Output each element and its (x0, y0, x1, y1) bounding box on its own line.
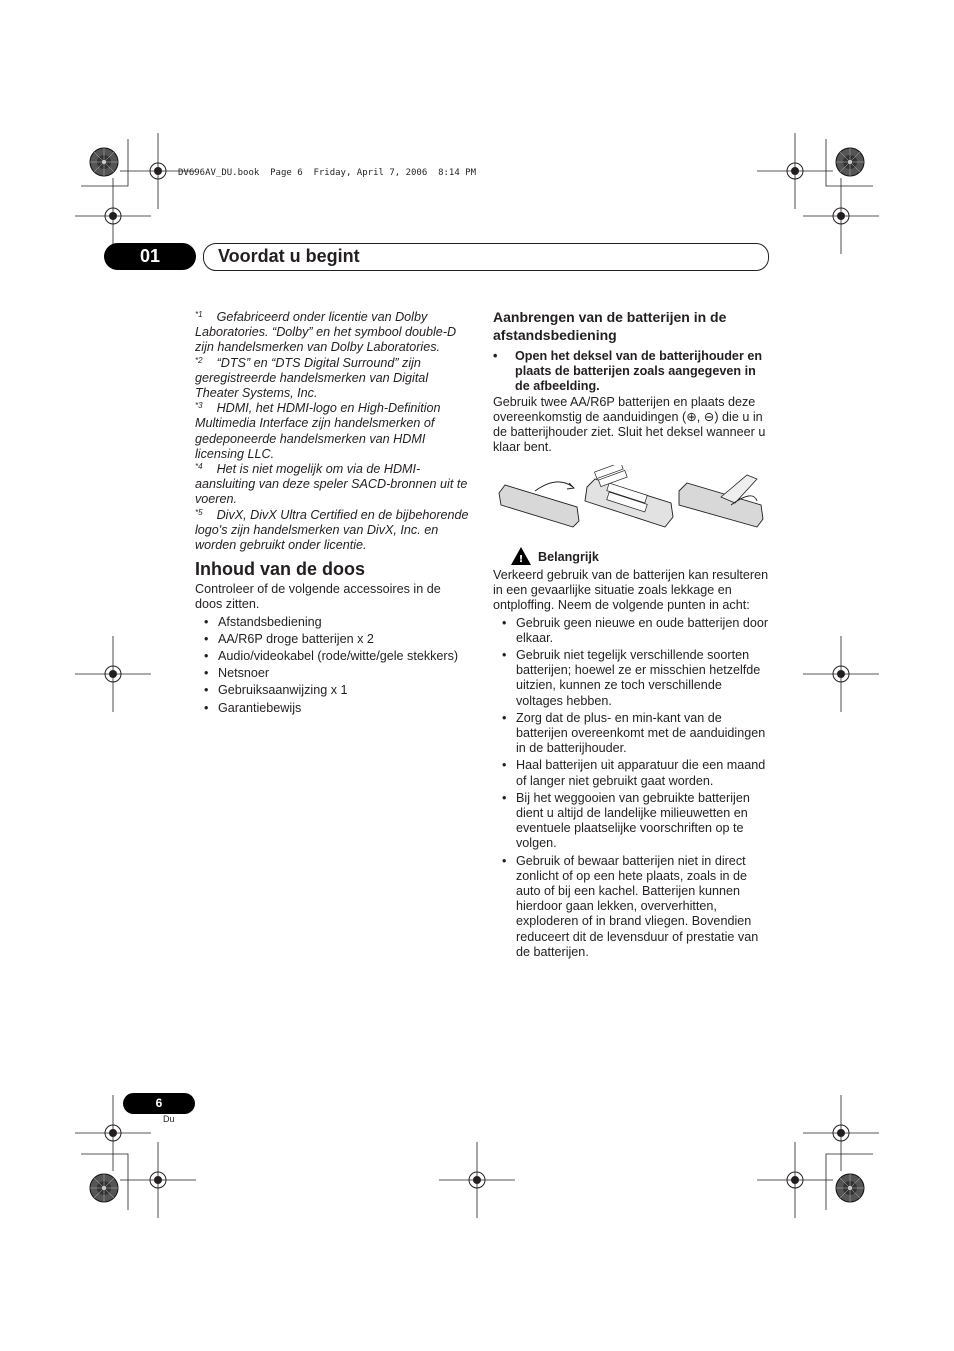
footnote (195, 508, 470, 554)
footnote-text: “DTS” en “DTS Digital Surround” zijn geregistreerde handelsmerken van Digital Theater Systems, Inc. (195, 355, 429, 401)
list-item: • Haal batterijen uit apparatuur die een maand of langer niet gebruikt gaat worden. (493, 758, 771, 788)
remote-cover-closing-icon (679, 475, 763, 527)
box-contents-intro: Controleer of de volgende accessoires in de doos zitten. (195, 582, 441, 612)
page-number-badge: 6 (123, 1093, 195, 1114)
list-item: • Zorg dat de plus- en min-kant van de batterijen overeenkomt met de aanduidingen in de batterijhouder. (493, 711, 771, 757)
battery-step-body: Gebruik twee AA/R6P batterijen en plaats deze overeenkomstig de aanduidingen (⊕, ⊖) die u in de batterijhouder ziet. Sluit het deksel wanneer u klaar bent. (493, 394, 766, 455)
chapter-number-badge: 01 (104, 243, 196, 270)
list-item: • Bij het weggooien van gebruikte batterijen dient u altijd de landelijke milieuwetten en eventuele plaatselijke voorschriften op te volgen. (493, 791, 771, 852)
footnote (195, 310, 470, 356)
battery-heading: Aanbrengen van de batterijen in de afstandsbediening (493, 309, 727, 343)
right-column (493, 308, 769, 455)
warning-icon (510, 546, 532, 566)
svg-text:!: ! (518, 554, 524, 565)
important-section (493, 546, 771, 962)
list-item: • Netsnoer (195, 666, 470, 681)
footnote-mark: *1 (195, 310, 203, 319)
important-intro: Verkeerd gebruik van de batterijen kan resulteren in een gevaarlijke situatie zoals lekkage en ontploffing. Neem de volgende punten in acht: (493, 568, 769, 613)
important-header (493, 546, 771, 566)
box-contents-list (195, 615, 470, 716)
list-item: • Gebruik of bewaar batterijen niet in direct zonlicht of op een hete plaats, zoals in de auto of bij een kachel. Batterijen kunnen hierdoor gaan lekken, oververhitten, exploderen of in brand vliegen. Bovendien reduceert dit de levensduur of prestatie van de batterijen. (493, 854, 771, 960)
important-label: Belangrijk (538, 550, 599, 564)
footnote-mark: *5 (195, 507, 203, 517)
footnote-text: Het is niet mogelijk om via de HDMI-aansluiting van deze speler SACD-bronnen uit te voeren. (195, 462, 468, 507)
footnote-mark: *4 (195, 462, 203, 472)
remote-battery-insert-icon (585, 465, 673, 527)
chapter-title: Voordat u begint (218, 246, 360, 266)
footnote (195, 401, 470, 462)
box-contents-heading: Inhoud van de doos (195, 559, 365, 580)
list-item: • Gebruiksaanwijzing x 1 (195, 683, 470, 698)
remote-closed-icon (499, 482, 579, 527)
battery-illustration (495, 465, 767, 535)
list-item: • Gebruik geen nieuwe en oude batterijen door elkaar. (493, 616, 771, 646)
footnotes (195, 310, 470, 553)
footnote-text: Gefabriceerd onder licentie van Dolby Laboratories. “Dolby” en het symbool double-D zijn handelsmerken van Dolby Laboratories. (195, 310, 457, 355)
page-language: Du (163, 1114, 175, 1124)
battery-step: • Open het deksel van de batterijhouder en plaats de batterijen zoals aangegeven in de afbeelding. (493, 349, 769, 395)
important-list (493, 616, 771, 960)
list-item: • Gebruik niet tegelijk verschillende soorten batterijen; hoewel ze er misschien hetzelfde uitzien, kunnen ze toch verschillende voltages hebben. (493, 648, 771, 709)
left-column (195, 310, 470, 718)
print-info-line: DV696AV_DU.book Page 6 Friday, April 7, 2006 8:14 PM (178, 168, 477, 178)
list-item: • AA/R6P droge batterijen x 2 (195, 632, 470, 647)
list-item: • Afstandsbediening (195, 615, 470, 630)
list-item: • Audio/videokabel (rode/witte/gele stekkers) (195, 649, 470, 664)
footnote (195, 356, 470, 402)
footnote-text: DivX, DivX Ultra Certified en de bijbehorende logo's zijn handelsmerken van DivX, Inc. en worden gebruikt onder licentie. (195, 507, 469, 553)
footnote-mark: *3 (195, 401, 203, 411)
footnote-text: HDMI, het HDMI-logo en High-Definition Multimedia Interface zijn handelsmerken of gedeponeerde handelsmerken van HDMI licensing LLC. (195, 401, 441, 461)
footnote (195, 462, 470, 508)
footnote-mark: *2 (195, 355, 203, 365)
list-item: • Garantiebewijs (195, 701, 470, 716)
